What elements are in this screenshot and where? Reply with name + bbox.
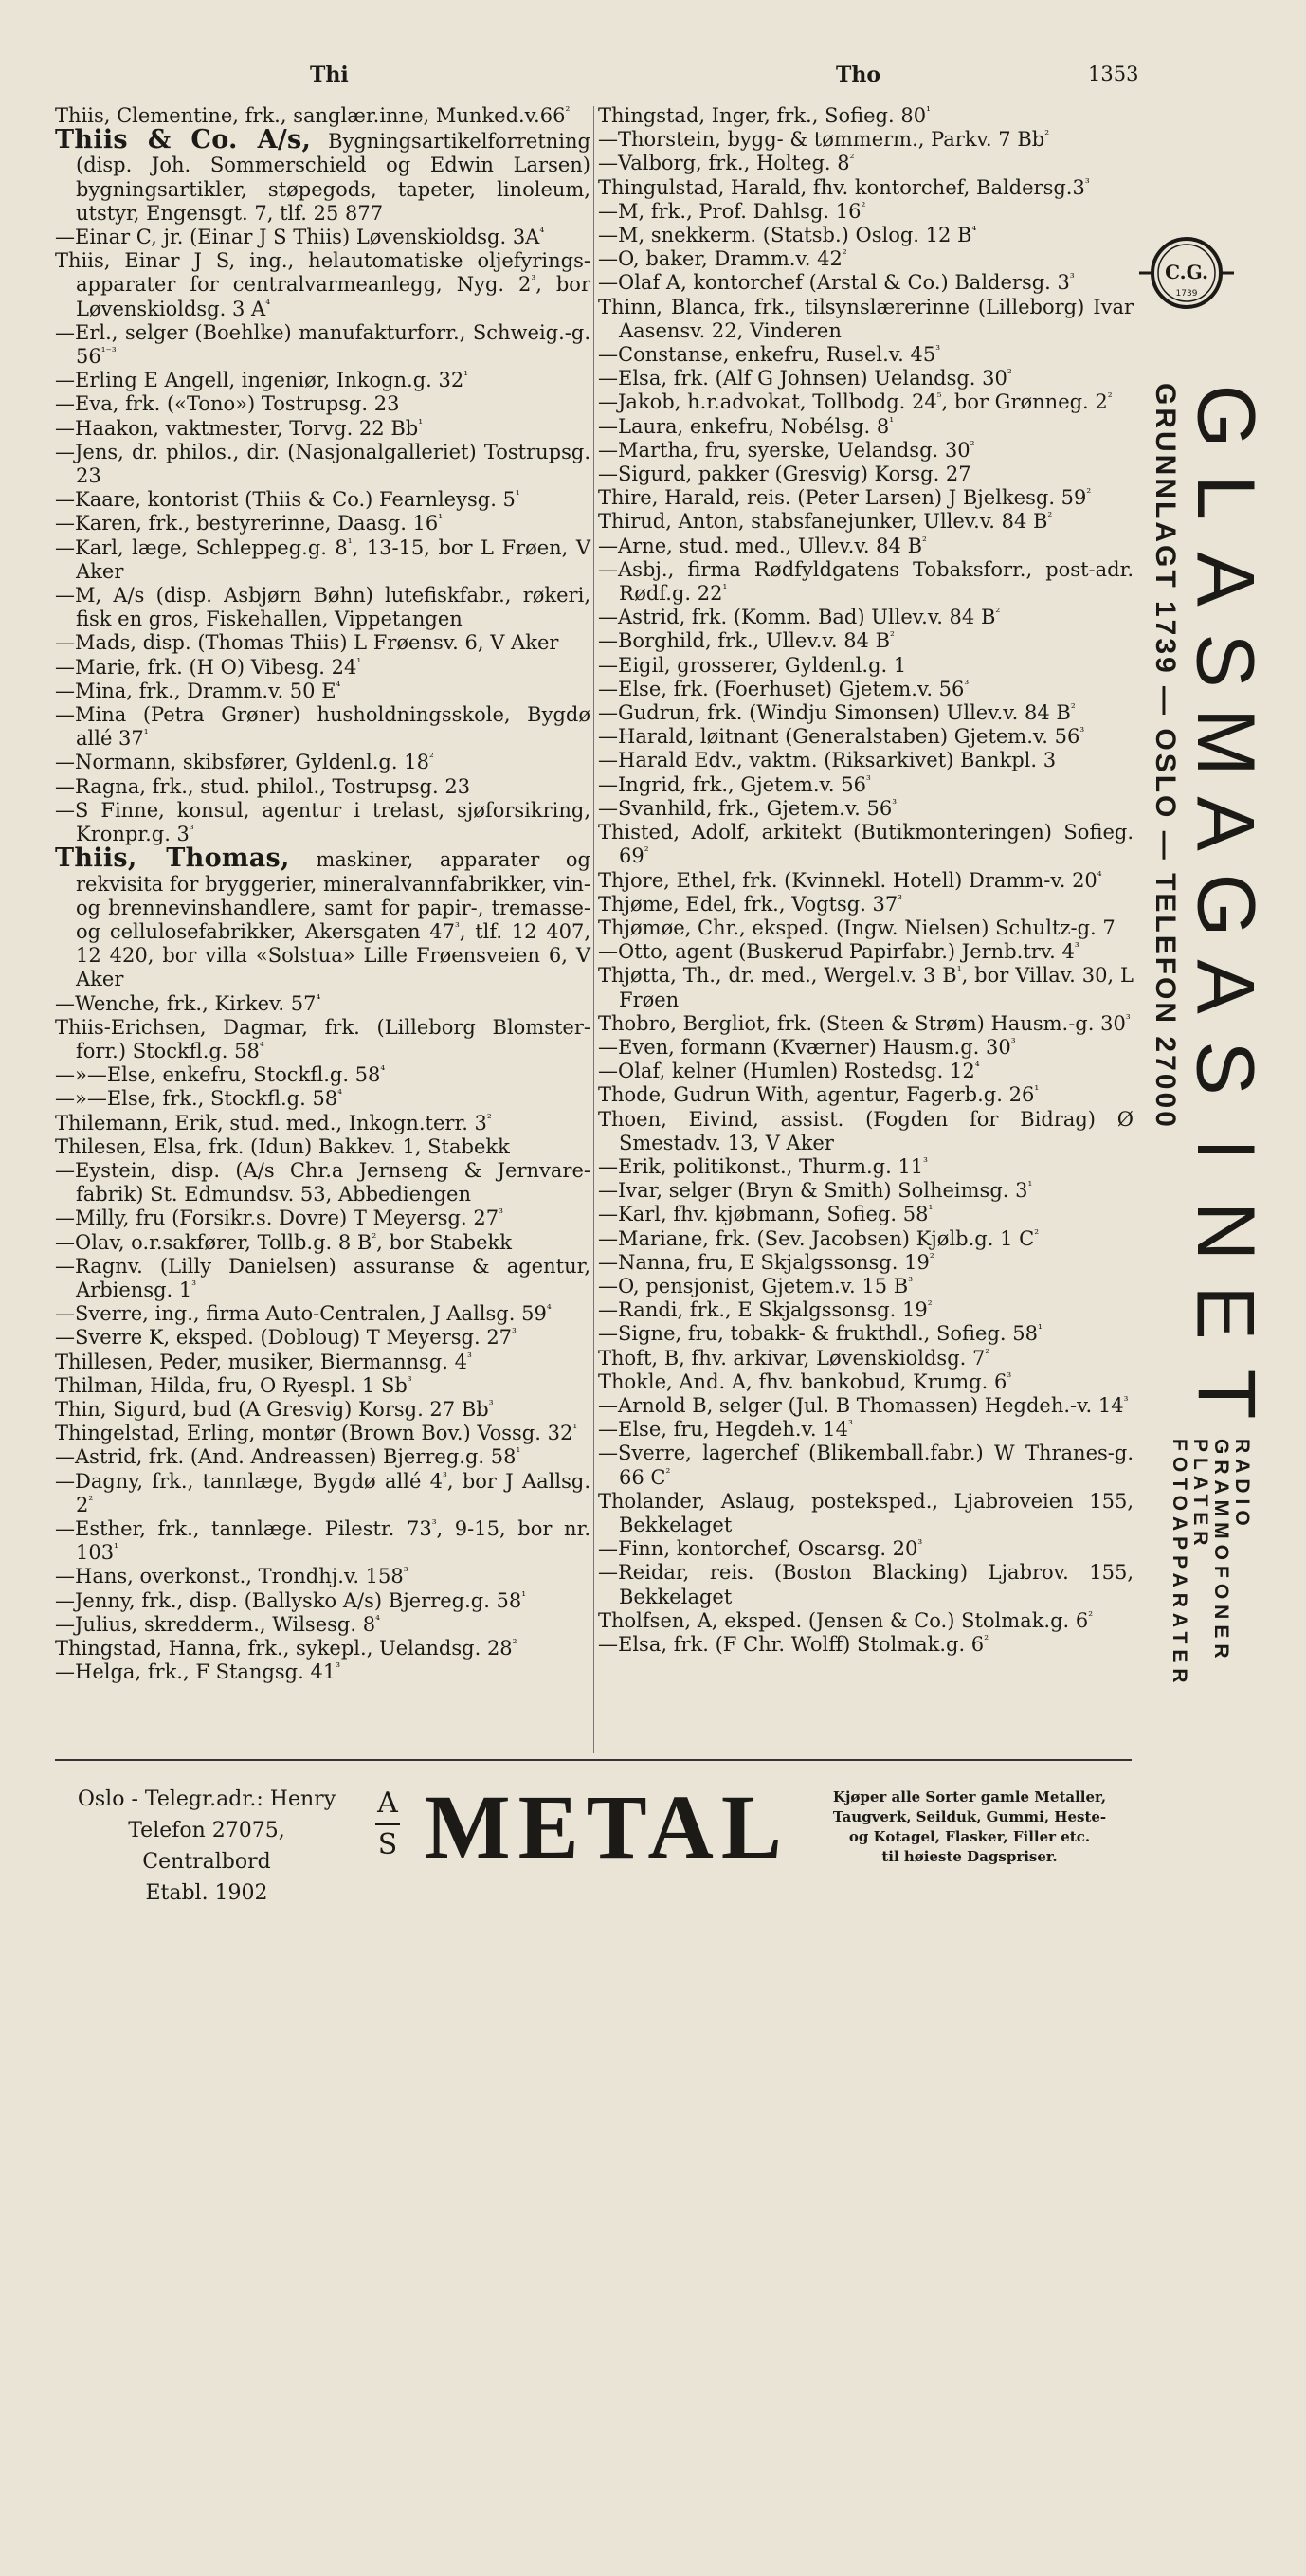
directory-entry (55, 321, 590, 369)
radio-ad-line-4: FOTOAPPARATER (1169, 1439, 1190, 1689)
entry-text: —Eva, frk. («Tono») Tostrupsg. 23 (55, 392, 400, 416)
entry-text: —Else, frk. (Foerhuset) Gjetem.v. $56^{^3}$ (598, 677, 970, 700)
entry-text: —Mina, frk., Dramm.v. 50 $E^{^4}$ (55, 679, 341, 702)
directory-entry (55, 512, 590, 535)
metal-ad-offer-line-4: til høieste Dagspriser. (881, 1848, 1058, 1865)
directory-entry (598, 1203, 1134, 1226)
directory-entry (55, 1016, 590, 1063)
directory-entry (598, 940, 1134, 964)
entry-text: Thode, Gudrun With, agentur, Fagerb.g. $26^{^1}$ (598, 1083, 1040, 1107)
metal-ad-telephone: Telefon 27075, Centralbord (128, 1819, 285, 1874)
entry-text: Thiis, Einar J S, ing., helautomatiske oljefyrings-apparater for centralvarmeanlegg, Nyg. $2^{^3}$, bor Løvenskioldsg. 3 $A^{^4}$ (55, 249, 590, 320)
directory-entry (55, 1159, 590, 1206)
directory-entry (55, 1087, 590, 1111)
entry-text: —Else, fru, Hegdeh.v. $14^{^3}$ (598, 1418, 853, 1442)
directory-entry (598, 773, 1134, 797)
directory-entry (598, 1347, 1134, 1370)
directory-entry (598, 1275, 1134, 1298)
entry-text: Thingelstad, Erling, montør (Brown Bov.) Vossg. $32^{^1}$ (55, 1422, 578, 1445)
glasmagasinet-tagline: GRUNNLAGT 1739 — OSLO — TELEFON 27000 (1150, 383, 1181, 1130)
entry-text: —Elsa, frk. (F Chr. Wolff) Stolmak.g. $6^{^2}$ (598, 1633, 989, 1656)
metal-ad-contact (64, 1784, 349, 1909)
entry-text: Tholfsen, A, eksped. (Jensen & Co.) Stolmak.g. $6^{^2}$ (598, 1608, 1094, 1632)
metal-ad-offer-line-3: og Kotagel, Flasker, Filler etc. (848, 1828, 1091, 1845)
entry-text: Thingstad, Inger, frk., Sofieg. $80^{^1}$ (598, 104, 931, 127)
entry-text: —Hans, overkonst., Trondhj.v. $158^{^3}$ (55, 1565, 408, 1588)
directory-entry (55, 680, 590, 703)
entry-text: —Sigurd, pakker (Gresvig) Korsg. 27 (598, 463, 971, 486)
entry-text: —Karl, læge, Schleppeg.g. $8^{^1}$, 13-15, bor L Frøen, V Aker (55, 535, 590, 583)
directory-entry (55, 536, 590, 584)
directory-entry (598, 701, 1134, 725)
directory-entry (598, 1012, 1134, 1036)
entry-text: Thirud, Anton, stabsfanejunker, Ullev.v. 84 $B^{^2}$ (598, 510, 1053, 534)
directory-entry (598, 463, 1134, 486)
directory-entry (598, 1490, 1134, 1537)
directory-entry (598, 247, 1134, 271)
directory-entry (55, 1445, 590, 1469)
entry-text: Thin, Sigurd, bud (A Gresvig) Korsg. 27 $Bb^{^3}$ (55, 1397, 494, 1421)
entry-text: Thingulstad, Harald, fhv. kontorchef, $Baldersg.3^{^3}$ (598, 175, 1090, 199)
seal-initials: C.G. (1165, 261, 1208, 283)
entry-text: —Nanna, fru, E Skjalgssonsg. $19^{^2}$ (598, 1250, 934, 1274)
entry-text: Thillesen, Peder, musiker, Biermannsg. $4^{^3}$ (55, 1350, 472, 1373)
wordmark-letter: A (1180, 796, 1271, 851)
entry-text: —Svanhild, frk., Gjetem.v. $56^{^3}$ (598, 796, 898, 820)
directory-entry (598, 224, 1134, 247)
right-column (598, 104, 1134, 1657)
directory-entry (55, 1112, 590, 1135)
directory-entry (598, 1561, 1134, 1608)
wordmark-letter: A (1180, 552, 1271, 607)
running-head-right: Tho (836, 63, 881, 87)
directory-entry (598, 797, 1134, 821)
directory-entry (598, 486, 1134, 510)
entry-text: Thingstad, Hanna, frk., sykepl., Uelandsg. $28^{^2}$ (55, 1637, 517, 1660)
entry-text: —Ragna, frk., stud. philol., Tostrupsg. 23 (55, 774, 471, 798)
directory-entry (55, 1255, 590, 1302)
directory-entry (598, 1227, 1134, 1251)
entry-text: Thokle, And. A, fhv. bankobud, Krumg. $6^{^3}$ (598, 1370, 1012, 1393)
wordmark-letter: S (1180, 1041, 1271, 1096)
column-divider (593, 106, 594, 1753)
entry-text: —Laura, enkefru, Nobélsg. $8^{^1}$ (598, 414, 895, 438)
entry-text: —»—Else, frk., Stockfl.g. $58^{^4}$ (55, 1087, 342, 1111)
entry-text: Thilman, Hilda, fru, O Ryespl. 1 $Sb^{^3}$ (55, 1373, 412, 1397)
metal-ad-a: A (377, 1787, 398, 1820)
directory-entry (55, 751, 590, 774)
entry-text: —Harald Edv., vaktm. (Riksarkivet) Bankpl. 3 (598, 749, 1057, 772)
directory-entry (598, 1370, 1134, 1394)
wordmark-letter: N (1179, 1201, 1271, 1261)
wordmark-letter: G (1180, 384, 1271, 448)
entry-text: —Olav, o.r.sakfører, Tollb.g. 8 $B^{^2}$, bor Stabekk (55, 1230, 512, 1254)
directory-entry (598, 749, 1134, 772)
entry-text: —»—Else, enkefru, Stockfl.g. $58^{^4}$ (55, 1063, 386, 1087)
entry-text: Thoen, Eivind, assist. (Fogden for Bidrag) Ø Smestadv. 13, V Aker (598, 1107, 1134, 1154)
entry-text: —Olaf A, kontorchef (Arstal & Co.) Baldersg. $3^{^3}$ (598, 271, 1075, 295)
entry-text: —Erl., selger (Boehlke) manufakturforr., Schweig.-g. $56^{^{1-3}}$ (55, 320, 590, 369)
directory-entry (55, 1565, 590, 1588)
directory-entry (598, 1394, 1134, 1418)
entry-text: —Esther, frk., tannlæge. Pilestr. $73^{^3}$, 9-15, bor nr. $103^{^1}$ (55, 1516, 590, 1565)
entry-text: —Even, formann (Kværner) Hausm.g. $30^{^3}$ (598, 1035, 1016, 1059)
directory-entry (598, 1537, 1134, 1561)
directory-entry (55, 1063, 590, 1087)
entry-text: Thobro, Bergliot, frk. (Steen & Strøm) Hausm.-g. $30^{^3}$ (598, 1011, 1131, 1035)
directory-entry (55, 417, 590, 441)
radio-ad-line-1: RADIO (1231, 1439, 1253, 1532)
entry-company-name: Thiis & Co. A/s, (55, 125, 312, 155)
entry-text: —Sverre, lagerchef (Blikemball.fabr.) W Thranes-g. 66 $C^{^2}$ (598, 1442, 1134, 1489)
entry-text: —Eigil, grosserer, Gyldenl.g. 1 (598, 653, 907, 677)
entry-text: —Harald, løitnant (Generalstaben) Gjetem.v. $56^{^3}$ (598, 725, 1085, 749)
wordmark-letter: E (1180, 1285, 1271, 1340)
directory-entry (598, 343, 1134, 367)
directory-entry (598, 535, 1134, 558)
metal-ad-wordmark: METAL (425, 1776, 789, 1878)
wordmark-letter: L (1180, 475, 1271, 520)
entry-text: Bygningsartikelforretning (disp. Joh. Sommerschield og Edwin Larsen) bygningsartikler, støpegods, tapeter, linoleum, utstyr, Engensgt. 7, tlf. 25 877 (76, 130, 590, 225)
entry-text: —Olaf, kelner (Humlen) Rostedsg. $12^{^4}$ (598, 1060, 980, 1083)
entry-text: —Helga, frk., F Stangsg. $41^{^3}$ (55, 1660, 340, 1684)
page-number: 1353 (1088, 63, 1139, 85)
entry-text: —Valborg, frk., Holteg. $8^{^2}$ (598, 152, 855, 175)
directory-entry (55, 1613, 590, 1637)
entry-text: —Randi, frk., E Skjalgssonsg. $19^{^2}$ (598, 1298, 933, 1322)
directory-entry (598, 1036, 1134, 1060)
entry-text: Thjømøe, Chr., eksped. (Ingw. Nielsen) Schultz-g. 7 (598, 916, 1116, 939)
entry-text: Thiis, Clementine, frk., sanglær.inne, $Munked.v.66^{^2}$ (55, 104, 571, 127)
entry-text: —M, snekkerm. (Statsb.) Oslog. 12 $B^{^4}$ (598, 224, 977, 247)
entry-text: —M, A/s (disp. Asbjørn Bøhn) lutefiskfabr., røkeri, fisk en gros, Fiskehallen, Vippetangen (55, 584, 590, 631)
directory-entry (598, 1155, 1134, 1179)
entry-text: Thilemann, Erik, stud. med., Inkogn.terr. $3^{^2}$ (55, 1111, 492, 1134)
entry-text: —Mariane, frk. (Sev. Jacobsen) Kjølb.g. 1 $C^{^2}$ (598, 1226, 1039, 1250)
metal-ad-as (372, 1786, 404, 1863)
directory-entry (598, 678, 1134, 701)
directory-entry (598, 1442, 1134, 1489)
entry-text: —Sverre K, eksped. (Dobloug) T Meyersg. $27^{^3}$ (55, 1326, 517, 1350)
running-head-left: Thi (310, 63, 349, 87)
directory-entry (55, 369, 590, 392)
directory-entry (598, 964, 1134, 1011)
entry-text: Tholander, Aslaug, posteksped., Ljabroveien 155, Bekkelaget (598, 1489, 1134, 1536)
entry-text: —Normann, skibsfører, Gyldenl.g. $18^{^2}$ (55, 751, 434, 774)
metal-ad-s: S (377, 1828, 398, 1861)
entry-text: —Mads, disp. (Thomas Thiis) L Frøensv. 6, V Aker (55, 631, 559, 655)
entry-text: —Kaare, kontorist (Thiis & Co.) Fearnleysg. $5^{^1}$ (55, 488, 520, 512)
directory-entry (598, 869, 1134, 893)
directory-entry (55, 1398, 590, 1422)
entry-text: —Ragnv. (Lilly Danielsen) assuranse & agentur, Arbiensg. $1^{^3}$ (55, 1254, 590, 1301)
entry-text: —Arne, stud. med., Ullev.v. 84 $B^{^2}$ (598, 534, 927, 557)
cg-seal-logo (1139, 227, 1234, 318)
directory-entry (55, 125, 590, 226)
entry-text: —Marie, frk. (H O) Vibesg. $24^{^1}$ (55, 655, 362, 679)
entry-text: —Einar C, jr. (Einar J S Thiis) Løvenskioldsg. $3A^{^4}$ (55, 226, 545, 249)
entry-text: —Constanse, enkefru, Rusel.v. $45^{^3}$ (598, 343, 941, 367)
directory-entry (55, 775, 590, 799)
metal-ad-telegraph: Oslo - Telegr.adr.: Henry (77, 1787, 336, 1811)
wordmark-letter: I (1180, 1138, 1271, 1161)
directory-entry (55, 846, 590, 991)
bottom-rule (55, 1759, 1132, 1761)
entry-text: Thire, Harald, reis. (Peter Larsen) J Bjelkesg. $59^{^2}$ (598, 486, 1092, 510)
directory-entry (55, 1517, 590, 1565)
directory-entry (55, 488, 590, 512)
directory-entry (598, 821, 1134, 868)
directory-entry (598, 1322, 1134, 1346)
directory-entry (598, 271, 1134, 295)
directory-entry (598, 176, 1134, 200)
entry-text: —Martha, fru, syerske, Uelandsg. $30^{^2}$ (598, 438, 975, 462)
directory-entry (55, 656, 590, 680)
directory-entry (598, 200, 1134, 224)
entry-text: —Erik, politikonst., Thurm.g. $11^{^3}$ (598, 1154, 928, 1178)
entry-text: —Ingrid, frk., Gjetem.v. $56^{^3}$ (598, 772, 871, 796)
directory-entry (55, 1135, 590, 1159)
directory-entry (55, 992, 590, 1016)
entry-text: —Gudrun, frk. (Windju Simonsen) Ullev.v. 84 $B^{^2}$ (598, 701, 1076, 725)
entry-text: —O, baker, Dramm.v. $42^{^2}$ (598, 247, 847, 271)
directory-entry (55, 703, 590, 751)
entry-text: Thinn, Blanca, frk., tilsynslærerinne (Lilleborg) Ivar Aasensv. 22, Vinderen (598, 295, 1134, 342)
directory-entry (598, 415, 1134, 439)
entry-text: —Jens, dr. philos., dir. (Nasjonalgalleriet) Tostrupsg. 23 (55, 440, 590, 488)
directory-entry (598, 439, 1134, 463)
directory-entry (598, 916, 1134, 940)
directory-entry (598, 629, 1134, 653)
entry-text: —O, pensjonist, Gjetem.v. 15 $B^{^3}$ (598, 1274, 914, 1297)
directory-entry (598, 1418, 1134, 1442)
entry-text: —Borghild, frk., Ullev.v. 84 $B^{^2}$ (598, 629, 895, 653)
directory-entry (598, 1083, 1134, 1107)
directory-entry (598, 296, 1134, 343)
entry-text: —Wenche, frk., Kirkev. $57^{^4}$ (55, 991, 321, 1015)
directory-entry (598, 1298, 1134, 1322)
directory-entry (598, 390, 1134, 414)
entry-text: —M, frk., Prof. Dahlsg. $16^{^2}$ (598, 199, 866, 223)
entry-text: —Jakob, h.r.advokat, Tollbodg. $24^{^5}$, bor Grønneg. $2^{^2}$ (598, 390, 1113, 414)
directory-entry (598, 1251, 1134, 1275)
directory-entry (598, 654, 1134, 678)
left-column (55, 104, 590, 1684)
directory-entry (598, 1060, 1134, 1083)
entry-text: Thiis-Erichsen, Dagmar, frk. (Lilleborg Blomster-forr.) Stockfl.g. $58^{^4}$ (55, 1015, 590, 1062)
directory-entry (55, 249, 590, 321)
entry-text: Thisted, Adolf, arkitekt (Butikmonteringen) Sofieg. $69^{^2}$ (598, 821, 1134, 868)
directory-entry (55, 1351, 590, 1374)
directory-entry (598, 725, 1134, 749)
entry-text: —S Finne, konsul, agentur i trelast, sjøforsikring, Kronpr.g. $3^{^3}$ (55, 798, 590, 846)
directory-entry (55, 1660, 590, 1684)
wordmark-letter: G (1180, 873, 1271, 937)
metal-ad-offer (813, 1787, 1126, 1867)
wordmark-letter: S (1180, 633, 1271, 688)
entry-text: —Ivar, selger (Bryn & Smith) Solheimsg. $3^{^1}$ (598, 1179, 1033, 1203)
entry-company-name: Thiis, Thomas, (55, 844, 290, 874)
directory-entry (598, 104, 1134, 128)
entry-text: Thjøme, Edel, frk., Vogtsg. $37^{^3}$ (598, 892, 903, 916)
entry-text: —Astrid, frk. (Komm. Bad) Ullev.v. 84 $B^{^2}$ (598, 606, 1001, 629)
entry-text: —Karl, fhv. kjøbmann, Sofieg. $58^{^1}$ (598, 1203, 934, 1226)
entry-text: Thoft, B, fhv. arkivar, Løvenskioldsg. $7^{^2}$ (598, 1346, 990, 1370)
directory-entry (598, 1108, 1134, 1155)
entry-text: —Astrid, frk. (And. Andreassen) Bjerreg.g. $58^{^1}$ (55, 1445, 521, 1469)
directory-entry (55, 1422, 590, 1445)
entry-text: —Eystein, disp. (A/s Chr.a Jernseng & Jernvare-fabrik) St. Edmundsv. 53, Abbediengen (55, 1158, 590, 1206)
directory-entry (598, 606, 1134, 629)
directory-entry (55, 1206, 590, 1230)
entry-text: —Dagny, frk., tannlæge, Bygdø allé $4^{^3}$, bor J Aallsg. $2^{^2}$ (55, 1469, 590, 1516)
directory-entry (598, 558, 1134, 606)
directory-entry (598, 510, 1134, 534)
directory-entry (55, 1374, 590, 1398)
entry-text: —Elsa, frk. (Alf G Johnsen) Uelandsg. $30^{^2}$ (598, 367, 1012, 390)
directory-entry (598, 893, 1134, 916)
radio-ad-line-2: GRAMMOFONER (1210, 1439, 1232, 1664)
entry-text: —Otto, agent (Buskerud Papirfabr.) Jernb.trv. $4^{^3}$ (598, 940, 1079, 964)
directory-entry (55, 226, 590, 249)
entry-text: maskiner, apparater og rekvisita for bryggerier, mineralvannfabrikker, vin- og brennevinshandlere, samt for papir-, tremasse- og cellulosefabrikker, Akersgaten $47^{^3}$, tlf. 12 407, 12 420, bor villa «Solstua» Lille Frøensveien 6, V Aker (76, 848, 590, 991)
entry-text: —Thorstein, bygg- & tømmerm., Parkv. 7 $Bb^{^2}$ (598, 128, 1050, 152)
directory-entry (55, 631, 590, 655)
entry-text: —Signe, fru, tobakk- & frukthdl., Sofieg. $58^{^1}$ (598, 1322, 1043, 1346)
directory-entry (598, 1179, 1134, 1203)
directory-entry (55, 1302, 590, 1326)
entry-text: —Milly, fru (Forsikr.s. Dovre) T Meyersg. $27^{^3}$ (55, 1206, 503, 1230)
entry-text: —Julius, skredderm., Wilsesg. $8^{^4}$ (55, 1612, 380, 1636)
directory-entry (55, 1589, 590, 1613)
directory-entry (598, 128, 1134, 152)
wordmark-letter: M (1180, 708, 1272, 776)
directory-entry (55, 1470, 590, 1517)
directory-entry (55, 1326, 590, 1350)
directory-entry (55, 799, 590, 846)
entry-text: —Finn, kontorchef, Oscarsg. $20^{^3}$ (598, 1537, 923, 1561)
entry-text: —Arnold B, selger (Jul. B Thomassen) Hegdeh.-v. $14^{^3}$ (598, 1393, 1129, 1417)
metal-ad-offer-line-2: Taugverk, Seilduk, Gummi, Heste- (832, 1808, 1107, 1825)
entry-text: —Mina (Petra Grøner) husholdningsskole, Bygdø allé $37^{^1}$ (55, 703, 590, 751)
directory-entry (598, 1609, 1134, 1633)
entry-text: Thilesen, Elsa, frk. (Idun) Bakkev. 1, Stabekk (55, 1134, 510, 1158)
metal-ad-offer-line-1: Kjøper alle Sorter gamle Metaller, (832, 1788, 1107, 1805)
directory-entry (598, 152, 1134, 175)
glasmagasinet-wordmark (1179, 375, 1272, 1420)
directory-entry (598, 367, 1134, 390)
wordmark-letter: A (1180, 959, 1271, 1014)
directory-entry (55, 584, 590, 631)
directory-entry (55, 392, 590, 416)
seal-year: 1739 (1175, 289, 1198, 299)
directory-entry (55, 1637, 590, 1660)
directory-entry (598, 1633, 1134, 1657)
entry-text: —Sverre, ing., firma Auto-Centralen, J Aallsg. $59^{^4}$ (55, 1302, 552, 1326)
entry-text: —Jenny, frk., disp. (Ballysko A/s) Bjerreg.g. $58^{^1}$ (55, 1588, 527, 1612)
directory-entry (55, 1231, 590, 1255)
entry-text: —Reidar, reis. (Boston Blacking) Ljabrov. 155, Bekkelaget (598, 1561, 1134, 1608)
entry-text: —Karen, frk., bestyrerinne, Daasg. $16^{^1}$ (55, 512, 444, 535)
entry-text: —Asbj., firma Rødfyldgatens Tobaksforr., post-adr. Rødf.g. $22^{^1}$ (598, 557, 1134, 606)
entry-text: Thjore, Ethel, frk. (Kvinnekl. Hotell) Dramm-v. $20^{^4}$ (598, 868, 1102, 892)
directory-entry (55, 441, 590, 488)
entry-text: —Erling E Angell, ingeniør, Inkogn.g. $32^{^1}$ (55, 369, 469, 392)
wordmark-letter: T (1179, 1369, 1271, 1420)
entry-text: Thjøtta, Th., dr. med., Wergel.v. 3 $B^{^1}$, bor Villav. 30, L Frøen (598, 964, 1134, 1011)
metal-ad-established: Etabl. 1902 (145, 1881, 268, 1905)
entry-text: —Haakon, vaktmester, Torvg. 22 $Bb^{^1}$ (55, 416, 424, 440)
radio-ad-line-3: PLATER (1189, 1439, 1211, 1551)
